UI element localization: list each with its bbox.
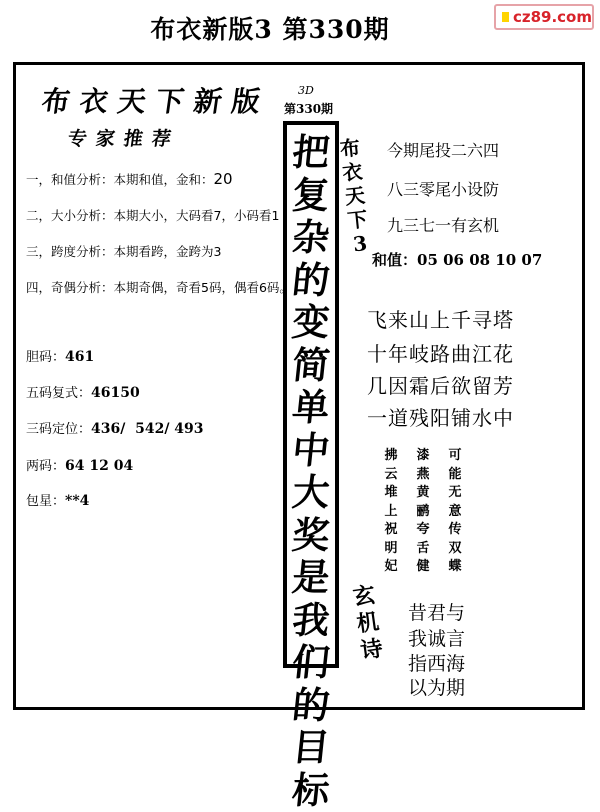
analysis-value: 20 <box>213 170 233 188</box>
xuanji-line: 我诚言 <box>408 628 466 650</box>
grid-column <box>414 447 432 577</box>
grid-column <box>446 447 464 577</box>
grid-char: 上 <box>384 503 398 519</box>
xuanji-line: 昔君与 <box>408 602 466 624</box>
verse-line: 一道残阳铺水中 <box>367 406 514 430</box>
grid-char: 堆 <box>384 485 398 500</box>
grid-char: 拂 <box>384 448 398 463</box>
slogan-char: 大 <box>290 470 332 514</box>
code-value: **4 <box>65 493 90 509</box>
grid-char: 祝 <box>384 522 398 537</box>
brand-char: 布 <box>338 135 362 162</box>
grid-char: 无 <box>448 485 462 500</box>
analysis-size: 二，大小分析：本期大小，大码看7，小码看1 <box>26 208 280 223</box>
slogan-char: 目 <box>290 725 332 769</box>
grid-char: 能 <box>448 466 462 482</box>
grid-char: 鹂 <box>416 503 430 519</box>
brand-char: 下 <box>346 206 369 233</box>
hint-line: 九三七一有玄机 <box>387 216 500 235</box>
brand-char: 天 <box>343 183 367 209</box>
grid-char: 燕 <box>416 466 430 482</box>
grid-char: 健 <box>416 559 430 574</box>
hint-line: 今期尾投二六四 <box>387 141 500 160</box>
slogan-char: 复 <box>290 172 332 217</box>
slogan-char: 简 <box>290 342 332 387</box>
slogan-char: 把 <box>290 130 332 174</box>
code-label: 五码复式： <box>26 386 92 401</box>
left-title: 布衣天下新版 <box>39 85 273 118</box>
page-title: 布衣新版3 第330期 <box>150 15 390 44</box>
yellow-square-icon <box>502 12 509 22</box>
code-row <box>26 418 204 437</box>
grid-char: 漆 <box>416 448 430 463</box>
xuanji-char: 玄 <box>351 581 377 611</box>
brand-char: 3 <box>351 231 369 257</box>
analysis-span: 三，跨度分析：本期看跨，金跨为3 <box>26 244 222 259</box>
grid-char: 夸 <box>416 522 430 537</box>
sum-label: 和值： <box>372 251 418 269</box>
left-subtitle: 专家推荐 <box>66 128 182 150</box>
verse-line: 十年岐路曲江花 <box>367 342 514 366</box>
issue-3d-label: 3D <box>298 84 314 97</box>
code-value: 461 <box>65 349 95 365</box>
slogan-char: 奖 <box>290 512 332 557</box>
grid-char: 舌 <box>416 540 430 556</box>
code-row <box>26 490 89 509</box>
verse-line: 飞来山上千寻塔 <box>367 308 514 332</box>
grid-char: 妃 <box>384 559 398 574</box>
grid-char: 云 <box>384 466 398 482</box>
code-label: 包星： <box>26 494 66 509</box>
grid-char: 传 <box>448 522 462 537</box>
grid-char: 明 <box>384 540 398 556</box>
xuanji-char: 机 <box>355 608 381 638</box>
sum-value: 05 06 08 10 07 <box>417 251 543 269</box>
issue-number: 第330期 <box>284 102 334 116</box>
code-label: 两码： <box>26 459 66 474</box>
grid-char: 双 <box>448 540 462 556</box>
xuanji-line: 以为期 <box>408 677 466 699</box>
verse-line: 几因霜后欲留芳 <box>367 374 514 398</box>
grid-char: 可 <box>448 448 462 463</box>
code-value: 46150 <box>91 385 140 401</box>
sum-row <box>372 249 542 270</box>
code-row <box>26 382 140 401</box>
hint-line: 八三零尾小设防 <box>387 180 500 199</box>
code-row <box>26 455 133 474</box>
slogan-char: 变 <box>290 300 332 344</box>
code-row <box>26 346 94 365</box>
site-watermark <box>494 4 594 30</box>
slogan-char: 中 <box>290 427 332 472</box>
code-label: 胆码： <box>26 350 66 365</box>
grid-column <box>382 447 400 577</box>
brand-char: 衣 <box>341 159 364 186</box>
code-label: 三码定位： <box>26 422 92 437</box>
xuanji-line: 指西海 <box>408 653 466 675</box>
analysis-parity: 四，奇偶分析：本期奇偶，奇看5码，偶看6码。 <box>26 280 292 295</box>
slogan-char: 的 <box>290 257 332 302</box>
slogan-char: 杂 <box>290 215 332 259</box>
grid-char: 黄 <box>416 485 430 500</box>
slogan-char: 是 <box>290 555 332 599</box>
vertical-slogan <box>289 131 333 811</box>
slogan-char: 们 <box>290 640 332 684</box>
slogan-char: 的 <box>290 682 332 727</box>
code-value: 64 12 04 <box>65 458 134 474</box>
slogan-char: 单 <box>290 385 332 429</box>
xuanji-char: 诗 <box>358 635 385 665</box>
slogan-char: 我 <box>290 597 332 642</box>
code-value: 436/ 542/ 493 <box>91 421 204 437</box>
analysis-text: 一，和值分析：本期和值，金和： <box>26 172 214 187</box>
analysis-sum <box>26 170 233 188</box>
slogan-char: 标 <box>290 767 332 812</box>
grid-char: 意 <box>448 503 462 519</box>
watermark-text: cz89.com <box>512 8 592 26</box>
grid-char: 蝶 <box>448 559 462 574</box>
